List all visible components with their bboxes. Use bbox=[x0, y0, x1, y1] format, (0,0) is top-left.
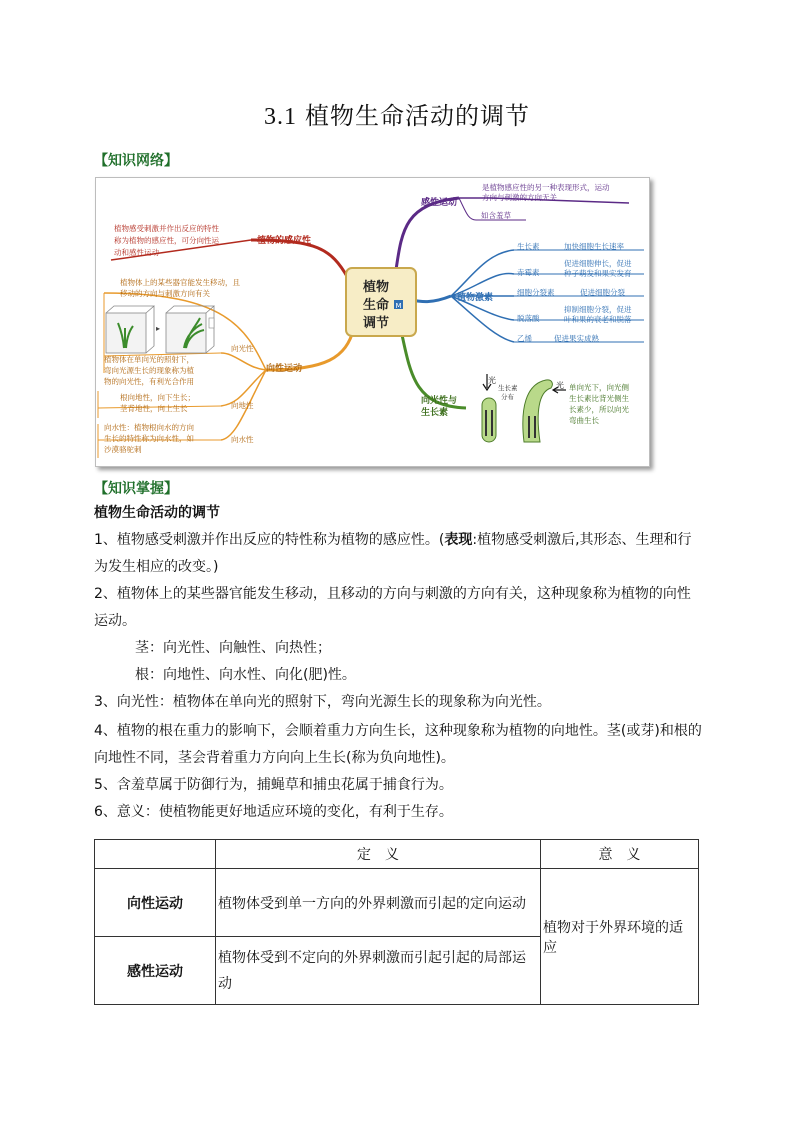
hydrotropism-desc-1: 向水性：植物根向水的方向 bbox=[104, 423, 194, 432]
branch-label-phototropism-2: 生长素 bbox=[421, 408, 449, 418]
row-name: 向性运动 bbox=[95, 869, 216, 937]
geotropism-desc-1: 根向地性，向下生长； bbox=[120, 393, 195, 402]
hormone-effect: 种子萌发和果实发育 bbox=[564, 269, 632, 278]
hormone-effect: 加快细胞生长速率 bbox=[564, 242, 624, 251]
paragraph-2: 2、植物体上的某些器官能发生移动，且移动的方向与刺激的方向有关，这种现象称为植物的向性 运动。 bbox=[94, 586, 691, 629]
tropism-desc-2: 移动的方向与刺激方向有关 bbox=[120, 289, 210, 298]
branch-label-sensitivity: 植物的感应性 bbox=[257, 236, 312, 246]
hormone-name: 生长素 bbox=[517, 242, 540, 251]
table-header-cell: 意 义 bbox=[541, 840, 699, 869]
light-label-1: 光 bbox=[488, 376, 496, 385]
center-line-1: 植物 bbox=[362, 280, 390, 295]
branch-line-nastic-example bbox=[459, 198, 476, 220]
hormone-effect: 叶和果的衰老和脱落 bbox=[564, 315, 632, 324]
mind-map bbox=[95, 177, 650, 467]
paragraph-3: 3、向光性：植物体在单向光的照射下，弯向光源生长的现象称为向光性。 bbox=[94, 694, 551, 710]
center-line-3: 调节 bbox=[362, 316, 390, 331]
hydrotropism-desc-3: 沙漠骆驼刺 bbox=[104, 445, 142, 454]
hormone-effect: 促进细胞分裂 bbox=[580, 288, 625, 297]
paragraph-1: 1、植物感受刺激并作出反应的特性称为植物的感应性。(表现:植物感受刺激后,其形态、生理和行 为发生相应的改变。) bbox=[94, 532, 692, 575]
branch-line-nastic bbox=[396, 198, 459, 270]
nastic-example: 如含羞草 bbox=[481, 211, 511, 220]
tropism-name-geotropism: 向地性 bbox=[231, 401, 254, 410]
mind-map-canvas bbox=[96, 178, 649, 466]
branch-label-tropism: 向性运动 bbox=[266, 364, 303, 374]
title-text: 植物生命活动的调节 bbox=[305, 102, 530, 130]
hormone-effect: 抑制细胞分裂，促进 bbox=[564, 305, 632, 314]
hormone-list bbox=[517, 241, 632, 343]
stem-tropisms: 茎：向光性、向触性、向热性； bbox=[135, 640, 331, 656]
row-definition: 植物体受到单一方向的外界刺激而引起的定向运动 bbox=[216, 869, 541, 937]
tropism-desc-1: 植物体上的某些器官能发生移动，且 bbox=[120, 278, 240, 287]
phototropism-desc-1: 植物体在单向光的照射下， bbox=[104, 355, 194, 364]
section-heading-mastery: 【知识掌握】 bbox=[94, 481, 178, 497]
geotropism-desc-2: 茎背地性，向上生长 bbox=[120, 404, 188, 413]
branch-label-nastic: 感性运动 bbox=[421, 198, 458, 208]
row-meaning: 植物对于外界环境的适应 bbox=[541, 869, 699, 1005]
table-header-row bbox=[95, 840, 699, 869]
section-heading-network: 【知识网络】 bbox=[94, 153, 178, 169]
light-experiment-illustration bbox=[106, 306, 214, 353]
sensitivity-desc-1: 植物感受刺激并作出反应的特性 bbox=[114, 224, 219, 233]
auxin-desc-1: 单向光下，向光侧 bbox=[569, 383, 629, 392]
light-label-2: 光 bbox=[556, 381, 564, 390]
nastic-desc-2: 方向与刺激的方向无关 bbox=[482, 193, 557, 202]
auxin-desc-4: 弯曲生长 bbox=[569, 416, 599, 425]
nastic-desc-1: 是植物感应性的另一种表现形式，运动 bbox=[482, 183, 610, 192]
sensitivity-desc-3: 动和感性运动 bbox=[114, 248, 159, 257]
row-definition: 植物体受到不定向的外界刺激而引起引起的局部运动 bbox=[216, 937, 541, 1005]
center-line-2: 生命 bbox=[362, 298, 390, 313]
page-title bbox=[0, 96, 794, 131]
auxin-illustration bbox=[482, 374, 629, 442]
phototropism-desc-3: 物的向光性，有利光合作用 bbox=[104, 377, 194, 386]
phototropism-desc-2: 弯向光源生长的现象称为植 bbox=[104, 366, 194, 375]
table-header-cell: 定 义 bbox=[216, 840, 541, 869]
hormone-name: 细胞分裂素 bbox=[517, 288, 555, 297]
tropism-name-hydrotropism: 向水性 bbox=[231, 435, 254, 444]
svg-text:▸: ▸ bbox=[156, 324, 161, 333]
auxin-desc-3: 长素少，所以向光 bbox=[569, 405, 629, 414]
svg-text:M: M bbox=[395, 302, 402, 310]
paragraph-5: 5、含羞草属于防御行为，捕蝇草和捕虫花属于捕食行为。 bbox=[94, 777, 453, 793]
table-header-cell bbox=[95, 840, 216, 869]
branch-label-hormones: 植物激素 bbox=[457, 293, 494, 303]
branch-label-phototropism-1: 向光性与 bbox=[421, 396, 458, 406]
content-subheading: 植物生命活动的调节 bbox=[94, 505, 220, 521]
hormone-name: 脱落酸 bbox=[517, 314, 540, 323]
tropism-name-phototropism: 向光性 bbox=[231, 344, 254, 353]
hormone-effect: 促进果实成熟 bbox=[554, 334, 599, 343]
auxin-desc-2: 生长素比背光侧生 bbox=[569, 394, 629, 403]
row-name: 感性运动 bbox=[95, 937, 216, 1005]
uneven-distribution-label-2: 分布 bbox=[501, 393, 514, 401]
table-row bbox=[95, 869, 699, 937]
hydrotropism-desc-2: 生长的特性称为向水性，如 bbox=[104, 434, 194, 443]
comparison-table bbox=[94, 839, 699, 1005]
hormone-name: 乙烯 bbox=[517, 334, 532, 343]
paragraph-4: 4、植物的根在重力的影响下，会顺着重力方向生长，这种现象称为植物的向地性。茎(或芽)和根的 向地性不同，茎会背着重力方向向上生长(称为负向地性)。 bbox=[94, 723, 702, 766]
uneven-distribution-label-1: 生长素 bbox=[498, 384, 518, 392]
paragraph-6: 6、意义：使植物能更好地适应环境的变化，有利于生存。 bbox=[94, 804, 453, 820]
root-tropisms: 根：向地性、向水性、向化(肥)性。 bbox=[135, 667, 356, 683]
sensitivity-desc-2: 称为植物的感应性，可分向性运 bbox=[114, 236, 219, 245]
hormone-effect: 促进细胞伸长，促进 bbox=[564, 259, 632, 268]
title-number: 3.1 bbox=[264, 104, 297, 130]
hormone-name: 赤霉素 bbox=[517, 268, 540, 277]
